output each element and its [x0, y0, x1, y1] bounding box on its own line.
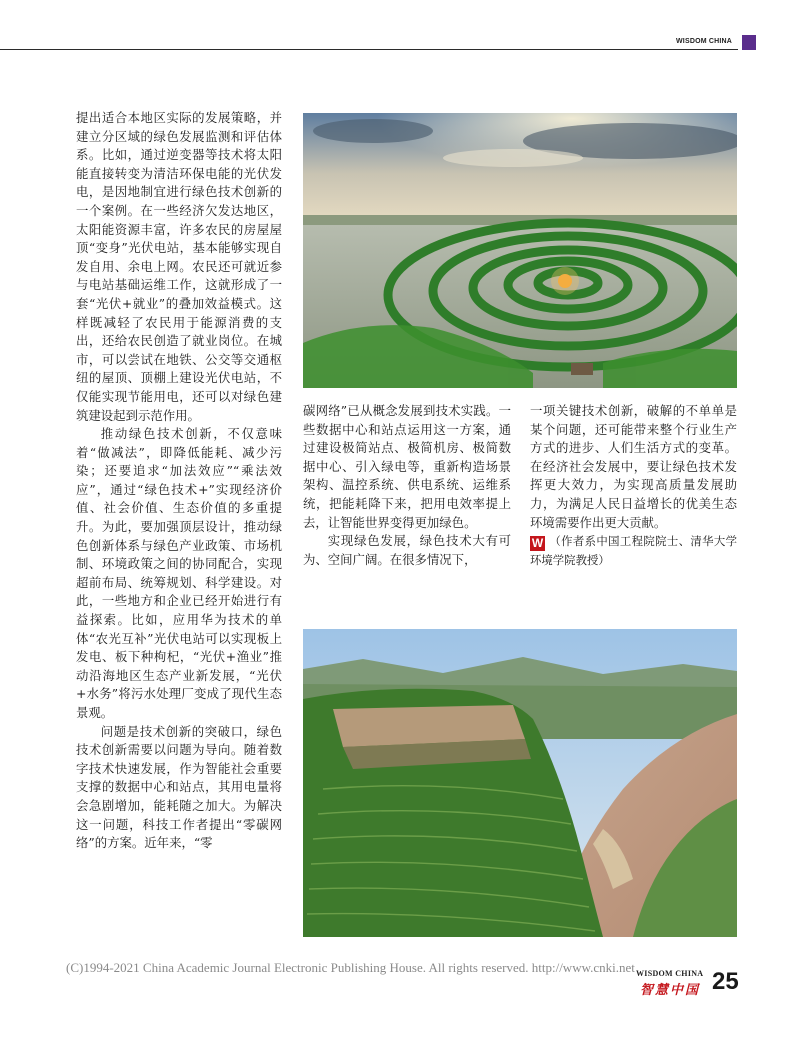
article-column-left [76, 109, 282, 853]
header-accent-square [742, 35, 756, 50]
paragraph: 碳网络”已从概念发展到技术实践。一些数据中心和站点运用这一方案，通过建设极简站点、极简机房、极简数据中心、引入绿电等，重新构造场景架构、温控系统、供电系统、运维系统，把能耗降下来，把用电效率提上去，让智能世界变得更加绿色。 [303, 403, 511, 530]
header-magazine-label: WISDOM CHINA [676, 38, 733, 45]
w-logo-icon: W [531, 536, 544, 551]
paragraph: 问题是技术创新的突破口，绿色技术创新需要以问题为导向。随着数字技术快速发展，作为智能社会重要支撑的数据中心和站点，其用电量将会急剧增加，能耗随之加大。为解决这一问题，科技工作者提出“零碳网络”的方案。近年来，“零 [76, 723, 282, 851]
author-note [530, 532, 737, 570]
footer-brand-chinese: 智慧中国 [640, 983, 701, 998]
wetland-maze-aerial-photo [303, 113, 737, 388]
paragraph: 一项关键技术创新，破解的不单单是某个问题，还可能带来整个行业生产方式的进步、人们生活方式的变革。在经济社会发展中，要让绿色技术发挥更大效力，为实现高质量发展助力，为满足人民日益增长的优美生态环境需要作出更大贡献。 [530, 403, 737, 530]
footer-brand-english: WISDOM CHINA [636, 969, 704, 978]
footer-copyright: (C)1994-2021 China Academic Journal Electronic Publishing House. All rights reserved. http://www.cnki.net [66, 960, 635, 975]
paragraph: 推动绿色技术创新，不仅意味着“做减法”，即降低能耗、减少污染；还要追求“加法效应”“乘法效应”，通过“绿色技术+”实现经济价值、社会价值、生态价值的多重提升。为此，要加强顶层设计，推动绿色创新体系与绿色产业政策、市场机制、环境政策之间的协同配合，实现超前布局、统筹规划、科学建设。对此，一些地方和企业已经开始进行有益探索。比如，应用华为技术的单体“农光互补”光伏电站可以实现板上发电、板下种枸杞，“光伏+渔业”推动沿海地区生态产业新发展，“光伏+水务”将污水处理厂变成了现代生态景观。 [76, 426, 282, 720]
author-note-text: （作者系中国工程院院士、清华大学环境学院教授） [530, 534, 737, 568]
article-column-middle [303, 402, 511, 569]
header-rule [0, 49, 738, 50]
paragraph: 提出适合本地区实际的发展策略，并建立分区域的绿色发展监测和评估体系。比如，通过逆变器等技术将太阳能直接转变为清洁环保电能的光伏发电，是因地制宜进行绿色技术创新的一个案例。在一些经济欠发达地区，太阳能资源丰富，许多农民的房屋屋顶“变身”光伏电站，基本能够实现自发自用、余电上网。农民还可就近参与电站基础运维工作，这就形成了一套“光伏+就业”的叠加效益模式。这样既减轻了农民用于能源消费的支出，还给农民创造了就业岗位。在城市，可以尝试在地铁、公交等交通枢纽的屋顶、顶棚上建设光伏电站，不仅能实现节能用电，还可以对绿色建筑建设起到示范作用。 [76, 110, 282, 423]
article-column-right [530, 402, 737, 570]
yellow-river-canyon-photo [303, 629, 737, 937]
paragraph: 实现绿色发展，绿色技术大有可为、空间广阔。在很多情况下， [303, 533, 511, 567]
page-number: 25 [712, 968, 739, 995]
